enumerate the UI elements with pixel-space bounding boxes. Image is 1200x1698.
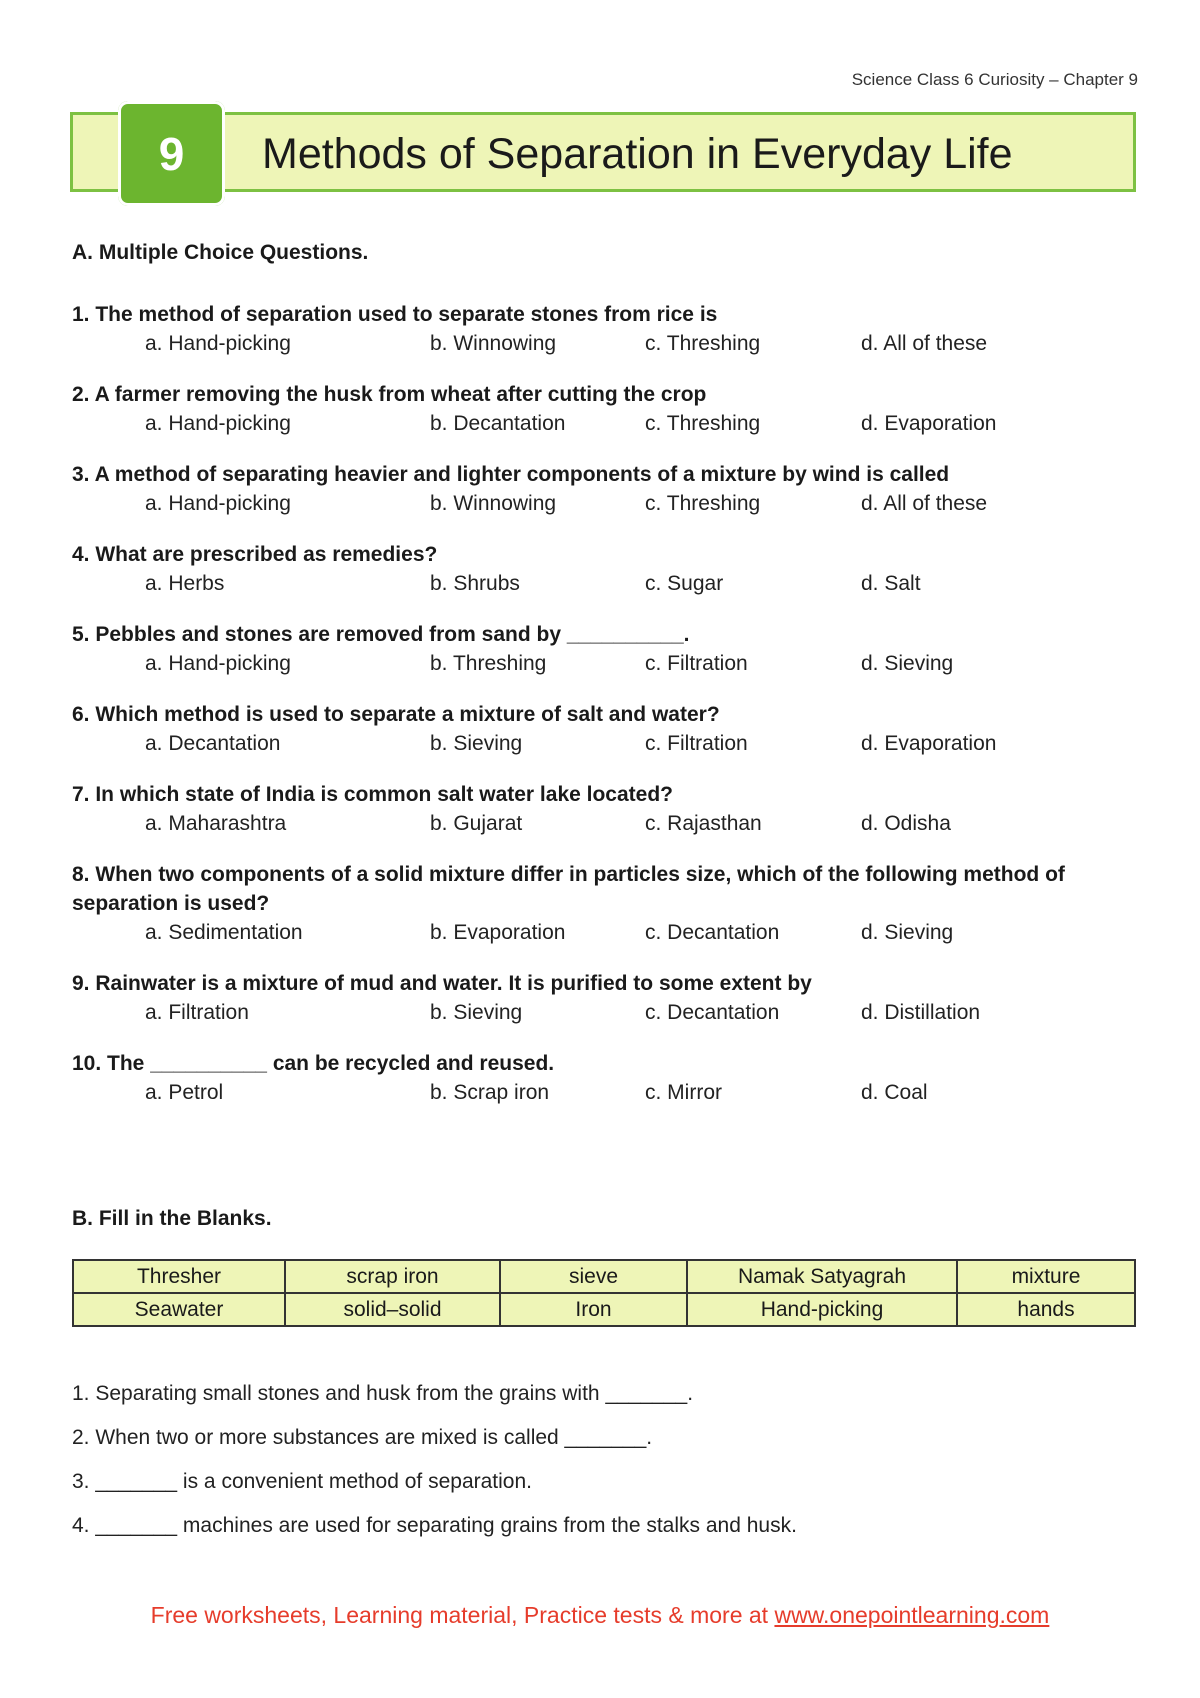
- option-c[interactable]: c. Filtration: [645, 732, 748, 755]
- word-bank-cell: solid–solid: [285, 1293, 500, 1326]
- question-1: [72, 300, 1152, 359]
- word-bank-row: [73, 1293, 1135, 1326]
- word-bank-cell: Seawater: [73, 1293, 285, 1326]
- fill-in-blanks-list: [72, 1372, 797, 1548]
- question-7: [72, 780, 1152, 839]
- option-a[interactable]: a. Maharashtra: [145, 812, 287, 835]
- option-b[interactable]: b. Gujarat: [430, 812, 523, 835]
- option-b[interactable]: b. Decantation: [430, 412, 566, 435]
- option-a[interactable]: a. Petrol: [145, 1081, 224, 1104]
- option-c[interactable]: c. Sugar: [645, 572, 724, 595]
- question-5: [72, 620, 1152, 679]
- question-text: 9. Rainwater is a mixture of mud and water. It is purified to some extent by: [72, 972, 812, 995]
- option-a[interactable]: a. Sedimentation: [145, 921, 303, 944]
- options-row: [72, 569, 1152, 599]
- chapter-title: Methods of Separation in Everyday Life: [262, 130, 1013, 178]
- word-bank-cell: Hand-picking: [687, 1293, 957, 1326]
- option-b[interactable]: b. Threshing: [430, 652, 547, 675]
- section-b-heading: B. Fill in the Blanks.: [72, 1207, 272, 1230]
- option-d[interactable]: d. Sieving: [861, 652, 954, 675]
- option-d[interactable]: d. Evaporation: [861, 412, 997, 435]
- option-d[interactable]: d. Evaporation: [861, 732, 997, 755]
- option-d[interactable]: d. Coal: [861, 1081, 928, 1104]
- footer-text: Free worksheets, Learning material, Practice tests & more at: [150, 1602, 775, 1628]
- fill-in-item: 3. _______ is a convenient method of separation.: [72, 1470, 532, 1493]
- question-9: [72, 969, 1152, 1028]
- fill-in-item: 1. Separating small stones and husk from the grains with _______.: [72, 1382, 694, 1405]
- option-a[interactable]: a. Hand-picking: [145, 492, 291, 515]
- footer-website-link[interactable]: www.onepointlearning.com: [774, 1602, 1050, 1628]
- options-row: [72, 649, 1152, 679]
- option-a[interactable]: a. Hand-picking: [145, 332, 291, 355]
- option-a[interactable]: a. Herbs: [145, 572, 225, 595]
- option-b[interactable]: b. Evaporation: [430, 921, 566, 944]
- option-c[interactable]: c. Threshing: [645, 412, 761, 435]
- option-d[interactable]: d. Salt: [861, 572, 921, 595]
- word-bank-cell: hands: [957, 1293, 1135, 1326]
- question-2: [72, 380, 1152, 439]
- fill-in-item: 2. When two or more substances are mixed is called _______.: [72, 1426, 653, 1449]
- question-text: 3. A method of separating heavier and lighter components of a mixture by wind is called: [72, 463, 950, 486]
- option-c[interactable]: c. Threshing: [645, 332, 761, 355]
- option-d[interactable]: d. All of these: [861, 492, 988, 515]
- option-a[interactable]: a. Hand-picking: [145, 412, 291, 435]
- question-text: 10. The __________ can be recycled and reused.: [72, 1052, 555, 1075]
- option-a[interactable]: a. Hand-picking: [145, 652, 291, 675]
- word-bank-cell: scrap iron: [285, 1260, 500, 1293]
- option-b[interactable]: b. Sieving: [430, 732, 523, 755]
- options-row: [72, 729, 1152, 759]
- word-bank-row: [73, 1260, 1135, 1293]
- page-reference: Science Class 6 Curiosity – Chapter 9: [851, 70, 1138, 89]
- option-d[interactable]: d. Distillation: [861, 1001, 981, 1024]
- option-d[interactable]: d. Sieving: [861, 921, 954, 944]
- question-4: [72, 540, 1152, 599]
- option-a[interactable]: a. Filtration: [145, 1001, 249, 1024]
- option-d[interactable]: d. All of these: [861, 332, 988, 355]
- options-row: [72, 1078, 1152, 1108]
- question-text: 6. Which method is used to separate a mixture of salt and water?: [72, 703, 720, 726]
- option-a[interactable]: a. Decantation: [145, 732, 281, 755]
- footer: [0, 1602, 1200, 1629]
- question-8: [72, 860, 1152, 948]
- word-bank-cell: Namak Satyagrah: [687, 1260, 957, 1293]
- option-c[interactable]: c. Rajasthan: [645, 812, 762, 835]
- option-b[interactable]: b. Sieving: [430, 1001, 523, 1024]
- question-text: 5. Pebbles and stones are removed from sand by __________.: [72, 623, 690, 646]
- word-bank-cell: Thresher: [73, 1260, 285, 1293]
- options-row: [72, 809, 1152, 839]
- option-c[interactable]: c. Decantation: [645, 1001, 780, 1024]
- options-row: [72, 409, 1152, 439]
- question-text: 4. What are prescribed as remedies?: [72, 543, 438, 566]
- question-text: 2. A farmer removing the husk from wheat after cutting the crop: [72, 383, 707, 406]
- question-text: 7. In which state of India is common salt water lake located?: [72, 783, 673, 806]
- word-bank-cell: Iron: [500, 1293, 687, 1326]
- word-bank-cell: sieve: [500, 1260, 687, 1293]
- chapter-number-badge: 9: [118, 101, 225, 206]
- option-c[interactable]: c. Filtration: [645, 652, 748, 675]
- word-bank-table: [72, 1259, 1136, 1327]
- options-row: [72, 918, 1152, 948]
- question-10: [72, 1049, 1152, 1108]
- question-text: 8. When two components of a solid mixture differ in particles size, which of the following method of separation is used?: [72, 863, 1065, 915]
- question-text: 1. The method of separation used to separate stones from rice is: [72, 303, 718, 326]
- option-b[interactable]: b. Winnowing: [430, 492, 557, 515]
- mcq-list: [72, 300, 1152, 1108]
- options-row: [72, 489, 1152, 519]
- option-c[interactable]: c. Threshing: [645, 492, 761, 515]
- option-c[interactable]: c. Mirror: [645, 1081, 722, 1104]
- option-c[interactable]: c. Decantation: [645, 921, 780, 944]
- options-row: [72, 329, 1152, 359]
- option-b[interactable]: b. Scrap iron: [430, 1081, 550, 1104]
- question-6: [72, 700, 1152, 759]
- option-b[interactable]: b. Winnowing: [430, 332, 557, 355]
- question-3: [72, 460, 1152, 519]
- section-a-heading: A. Multiple Choice Questions.: [72, 241, 369, 264]
- options-row: [72, 998, 1152, 1028]
- word-bank-cell: mixture: [957, 1260, 1135, 1293]
- fill-in-item: 4. _______ machines are used for separating grains from the stalks and husk.: [72, 1514, 797, 1537]
- option-b[interactable]: b. Shrubs: [430, 572, 520, 595]
- option-d[interactable]: d. Odisha: [861, 812, 951, 835]
